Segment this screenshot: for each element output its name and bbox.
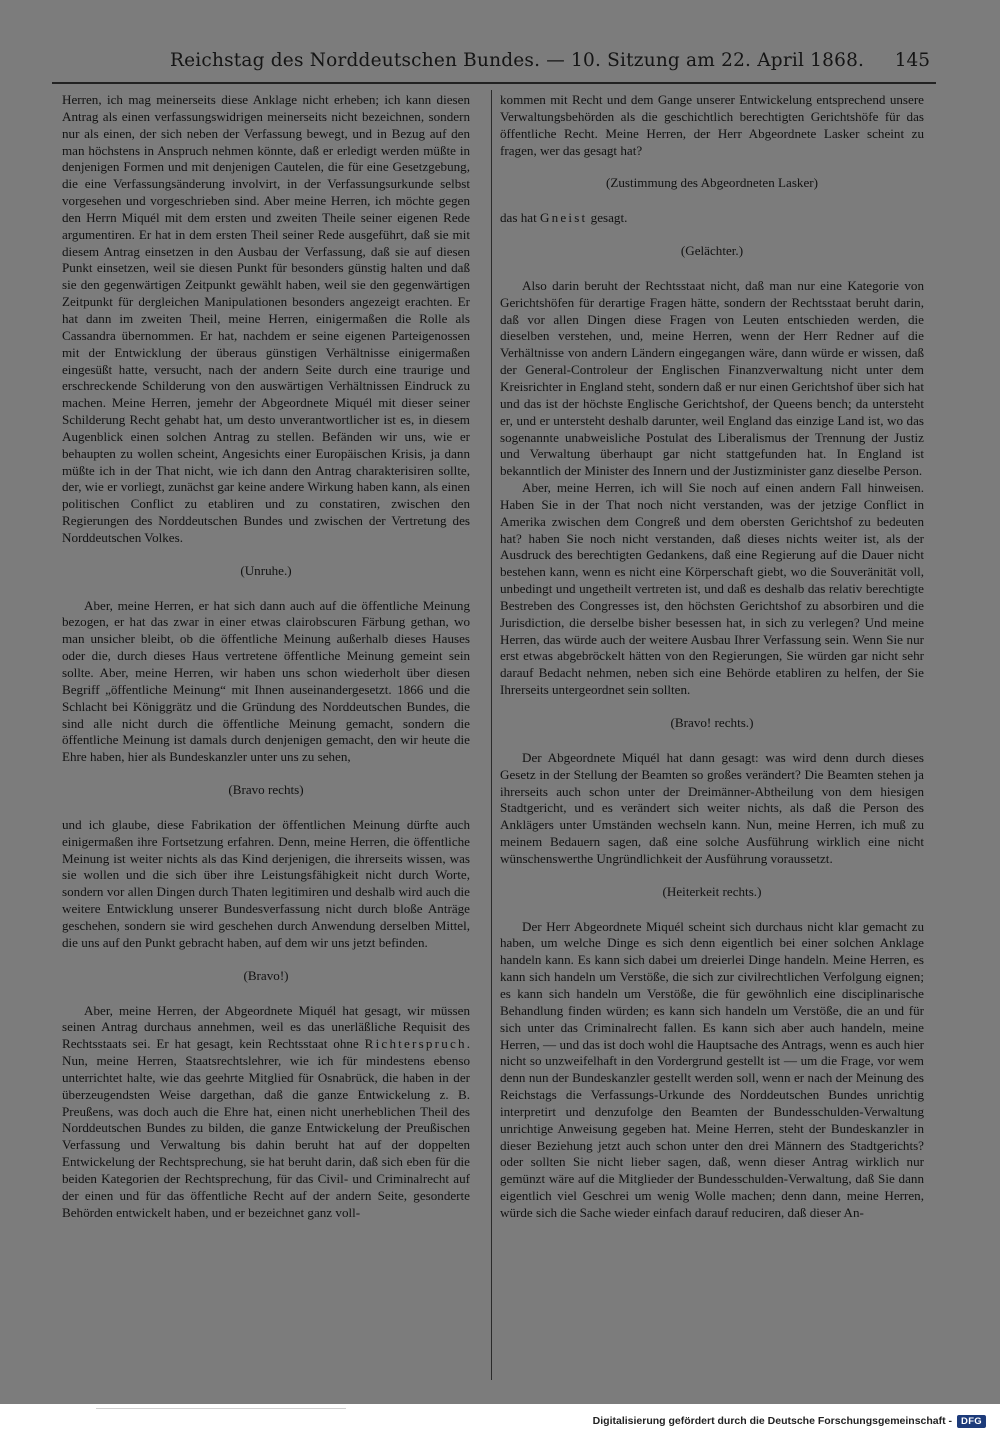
paragraph: Der Abgeordnete Miquél hat dann gesagt: was wird denn durch dieses Gesetz in der Stellung der Beamten so großes verändert? Die Beamten stehen ja ihrerseits auch schon unter der Dreimänner-Abtheilung von dem hiesigen Stadtgericht, und es verändert sich weiter nichts, als daß die Person des Anklägers unter Umständen wechseln kann. Nun, meine Herren, ich muß zu meinem Bedauern sagen, daß eine solche Ausführung wirklich eine nicht wünschenswerthe Ungründlichkeit der Ausführung voraussetzt. [500,749,924,866]
paragraph: kommen mit Recht und dem Gange unserer Entwickelung entsprechend unsere Verwaltungsbehörden als die geschichtlich berechtigten Gerichtshöfe für das öffentliche Recht. Meine Herren, der Herr Abgeordnete Lasker scheint zu fragen, wer das gesagt hat? [500,92,924,158]
page-number: 145 [894,50,930,71]
text-run: . Nun, meine Herren, Staatsrechtslehrer, wie ich für mindestens ebenso unterrichtet halte, wie das geehrte Mitglied für Osnabrück, die haben in der überzeugendsten Weise dargethan, daß die ganze Entwickelung z. B. Preußens, was doch auch die Ehre hat, einen nicht unerheblichen Theil des Norddeutschen Bundes zu bilden, die ganze Entwickelung der Preußischen Verfassung und Verwaltung bis dahin beruht hat auf der doppelten Entwickelung der Rechtsprechung, sie hat beruht darin, daß sich eben für die beiden Kategorien der Rechtsprechung, für das Civil- und Criminalrecht auf der einen und für das öffentliche Recht auf der andern Seite, gesonderte Behörden entwickelt haben, und er bezeichnet ganz voll- [62,1036,470,1220]
interjection: (Bravo! rechts.) [670,715,754,730]
funding-note: Digitalisierung gefördert durch die Deutsche Forschungsgemeinschaft - [592,1415,953,1427]
paragraph [62,1003,470,1222]
paragraph: Herren, ich mag meinerseits diese Anklage nicht erheben; ich kann diesen Antrag als einen verfassungswidrigen meinerseits nicht bezeichnen, sondern nur als einen, der sich neben der Verfassung bewegt, und in Bezug auf den man höchstens in Anspruch nehmen könnte, daß er erledigt werden müßte in denjenigen Formen und mit denjenigen Cautelen, die für eine Gesetzgebung, die eine Verfassungsänderung involvirt, in der Verfassungsurkunde selbst vorgesehen und vorgeschrieben sind. Aber meine Herren, ich möchte gegen den Herrn Miquél mit dem ersten und zweiten Theile seiner eigenen Rede argumentiren. Er hat in dem ersten Theil seiner Rede ausgeführt, daß sie mit diesem Antrag einsetzen in den Ausbau der Verfassung, daß sie auf diesen Punkt einsetzen, weil sie diesen Punkt für besonders günstig halten und daß sie den gegenwärtigen Zeitpunkt gewählt haben, weil sie den gegenwärtigen Zeitpunkt für dergleichen Manipulationen besonders angezeigt erachten. Er hat dann im zweiten Theil, meine Herren, einigermaßen die Rolle als Cassandra übernommen. Er hat, nachdem er seine eigenen Parteigenossen mit der Entwicklung der überaus günstigen Verhältnisse einigermaßen eingesüßt hatte, versucht, nach der andern Seite durch eine traurige und erschreckende Schilderung von den auswärtigen Verhältnissen Eindruck zu machen. Meine Herren, jemehr der Abgeordnete Miquél mit dieser seiner Schilderung Recht gehabt hat, um desto unverantwortlicher ist es, in diesem Augenblick einen solchen Antrag zu stellen. Befänden wir uns, wie er behaupten zu wollen scheint, Angesichts einer Europäischen Krisis, ja dann müßte ich in der That nicht, wie ich dann den Antrag charakterisiren sollte, der, wie er vorliegt, zunächst gar keine andere Wirkung haben kann, als einen politischen Conflict zu etabliren und zu constatiren, zwischen den Regierungen des Norddeutschen Bundes und zwischen der Vertretung des Norddeutschen Volkes. [62,92,470,545]
paragraph: und ich glaube, diese Fabrikation der öffentlichen Meinung dürfte auch einigermaßen ihre Fortsetzung erfahren. Denn, meine Herren, die öffentliche Meinung ist weiter nichts als das Kind derjenigen, die ihrerseits wissen, was sie wollen und die sich über ihre Leistungsfähigkeit nicht durch Worte, sondern vor allen Dingen durch Thaten legitimiren und deshalb wird auch die weitere Entwicklung unserer Bundesverfassung nicht durch bloße Anträge geschehen, sondern sie wird geschehen durch Anwendung derselben Mittel, die uns auf den Punkt gebracht haben, auf dem wir uns jetzt befinden. [62,816,470,950]
emphasized-term: Richterspruch [364,1036,467,1052]
text-run: das hat [500,210,540,226]
interjection: (Heiterkeit rechts.) [662,883,762,899]
emphasized-term: Gneist [540,210,588,226]
left-column [62,92,470,1221]
dfg-logo-icon: DFG [957,1415,986,1428]
running-title: Reichstag des Norddeutschen Bundes. — 10. Sitzung am 22. April 1868. [170,50,865,71]
interjection: (Gelächter.) [680,243,744,259]
paragraph [500,210,924,227]
paragraph: Aber, meine Herren, er hat sich dann auch auf die öffentliche Meinung bezogen, er hat das zwar in einer etwas clairobscuren Färbung gethan, wo man unsicher bleibt, ob die öffentliche Meinung außerhalb dieses Hauses oder die, durch dieses Haus vertretene öffentliche Meinung gemeint sein sollte. Aber, meine Herren, wir haben uns schon wiederholt über diesen Begriff „öffentliche Meinung“ mit Ihnen auseinandergesetzt. 1866 und die Schlacht bei Königgrätz und die Gründung des Norddeutschen Bundes, die sind alle nicht durch die öffentliche Meinung gemacht, sondern die öffentliche Meinung ist damals durch denjenigen gemacht, den wir heute die Ehre haben, hier als Bundeskanzler unter uns zu sehen, [62,597,470,765]
footer-rule [96,1408,346,1409]
right-column [500,92,924,1222]
page-header [170,48,930,78]
interjection: (Bravo!) [243,967,289,983]
interjection: (Bravo rechts) [228,782,304,798]
header-rule [52,82,936,84]
column-divider [491,90,492,1380]
interjection: (Zustimmung des Abgeordneten Lasker) [606,175,818,191]
interjection: (Unruhe.) [240,562,292,578]
text-run: Aber, meine Herren, der Abgeordnete Miquél hat gesagt, wir müssen seinen Antrag durchaus annehmen, weil es das unerläßliche Requisit des Rechtsstaats sei. Er hat gesagt, kein Rechtsstaat ohne [62,1002,470,1052]
paragraph: Der Herr Abgeordnete Miquél scheint sich durchaus nicht klar gemacht zu haben, um welche Dinge es sich denn eigentlich bei einer solchen Anklage handeln kann. Es kann sich dabei um dreierlei Dinge handeln. Meine Herren, es kann sich handeln um Verstöße, die sich zur civilrechtlichen Verfolgung eignen; es kann sich handeln um Verstöße, die für gewöhnlich eine disciplinarische Behandlung finden würden; es kann sich handeln um Verstöße, die an und für sich unter das Criminalrecht fallen. Es kann sich aber auch handeln, meine Herren, — und das ist doch wohl die Hauptsache des Antrags, wenn es auch hier nicht so unzweifelhaft in den Vordergrund gestellt ist — um die Frage, vor wem denn nun der Bundeskanzler gestellt werden soll, wenn er nach der Meinung des Reichstags die Verfassungs-Urkunde des Norddeutschen Bundes unrichtig interpretirt und denzufolge den Beamten der Bundesschulden-Verwaltung unrichtige Anweisung gegeben hat. Meine Herren, steht der Bundeskanzler in dieser Beziehung jetzt auch schon unter den drei Männern des Stadtgerichts? oder sollten Sie nicht lieber sagen, daß, wenn dieser Antrag wirklich nur gemünzt wäre auf die Mitglieder der Bundesschulden-Verwaltung, daß Sie dann eigentlich viel Geschrei um wenig Wolle machen; denn dann, meine Herren, würde sich die Sache wieder einfach darauf reduciren, daß dieser An- [500,918,924,1220]
paragraph: Aber, meine Herren, ich will Sie noch auf einen andern Fall hinweisen. Haben Sie in der That noch nicht verstanden, was der jetzige Conflict in Amerika zwischen dem Congreß und dem obersten Gerichtshof zu bedeuten hat? haben Sie noch nicht verstanden, daß dieses nichts weiter ist, als der Ausdruck des berechtigten Gedankens, daß eine Regierung auf die Dauer nicht bestehen kann, wenn es nicht eine Körperschaft giebt, wo die Souveränität voll, unbedingt und ungetheilt vertreten ist, und daß es deshalb das relativ berechtigte Bestreben des Congresses ist, den höchsten Gerichtshof zu absorbiren und die Jurisdiction, die derselbe bisher besessen hat, in sich zu verlegen? Und meine Herren, das würde auch der weitere Ausbau Ihrer Verfassung sein. Wenn Sie nur erst etwas abgebröckelt hätten von den Regierungen, Sie würden gar nicht sehr darauf Bedacht nehmen, neben sich eine Behörde etabliren zu helfen, der Sie Ihrerseits untergeordnet sein sollten. [500,480,924,698]
text-run: gesagt. [587,210,628,226]
digitization-footer [593,1413,986,1429]
paragraph: Also darin beruht der Rechtsstaat nicht, daß man nur eine Kategorie von Gerichtshöfen für derartige Fragen hätte, sondern der Rechtsstaat beruht darin, daß vor allen Dingen diese Fragen von Leuten entschieden werden, die dieselben verstehen, und, meine Herren, wenn der Herr Redner auf die Verhältnisse von andern Ländern eingegangen wäre, dann würde er wissen, daß der General-Controleur der Englischen Finanzverwaltung nicht unter dem Kreisrichter in England steht, sondern daß er nur einen Gerichtshof über sich hat und das ist der höchste Englische Gerichtshof, der Queens bench; da untersteht er, und er untersteht deshalb darunter, weil England das einzige Land ist, wo das sogenannte unabweisliche Postulat des Liberalismus der Trennung der Justiz und Verwaltung überhaupt gar nicht stattgefunden hat. In England ist bekanntlich der Minister des Innern und der Justizminister ganz dieselbe Person. [500,277,924,479]
